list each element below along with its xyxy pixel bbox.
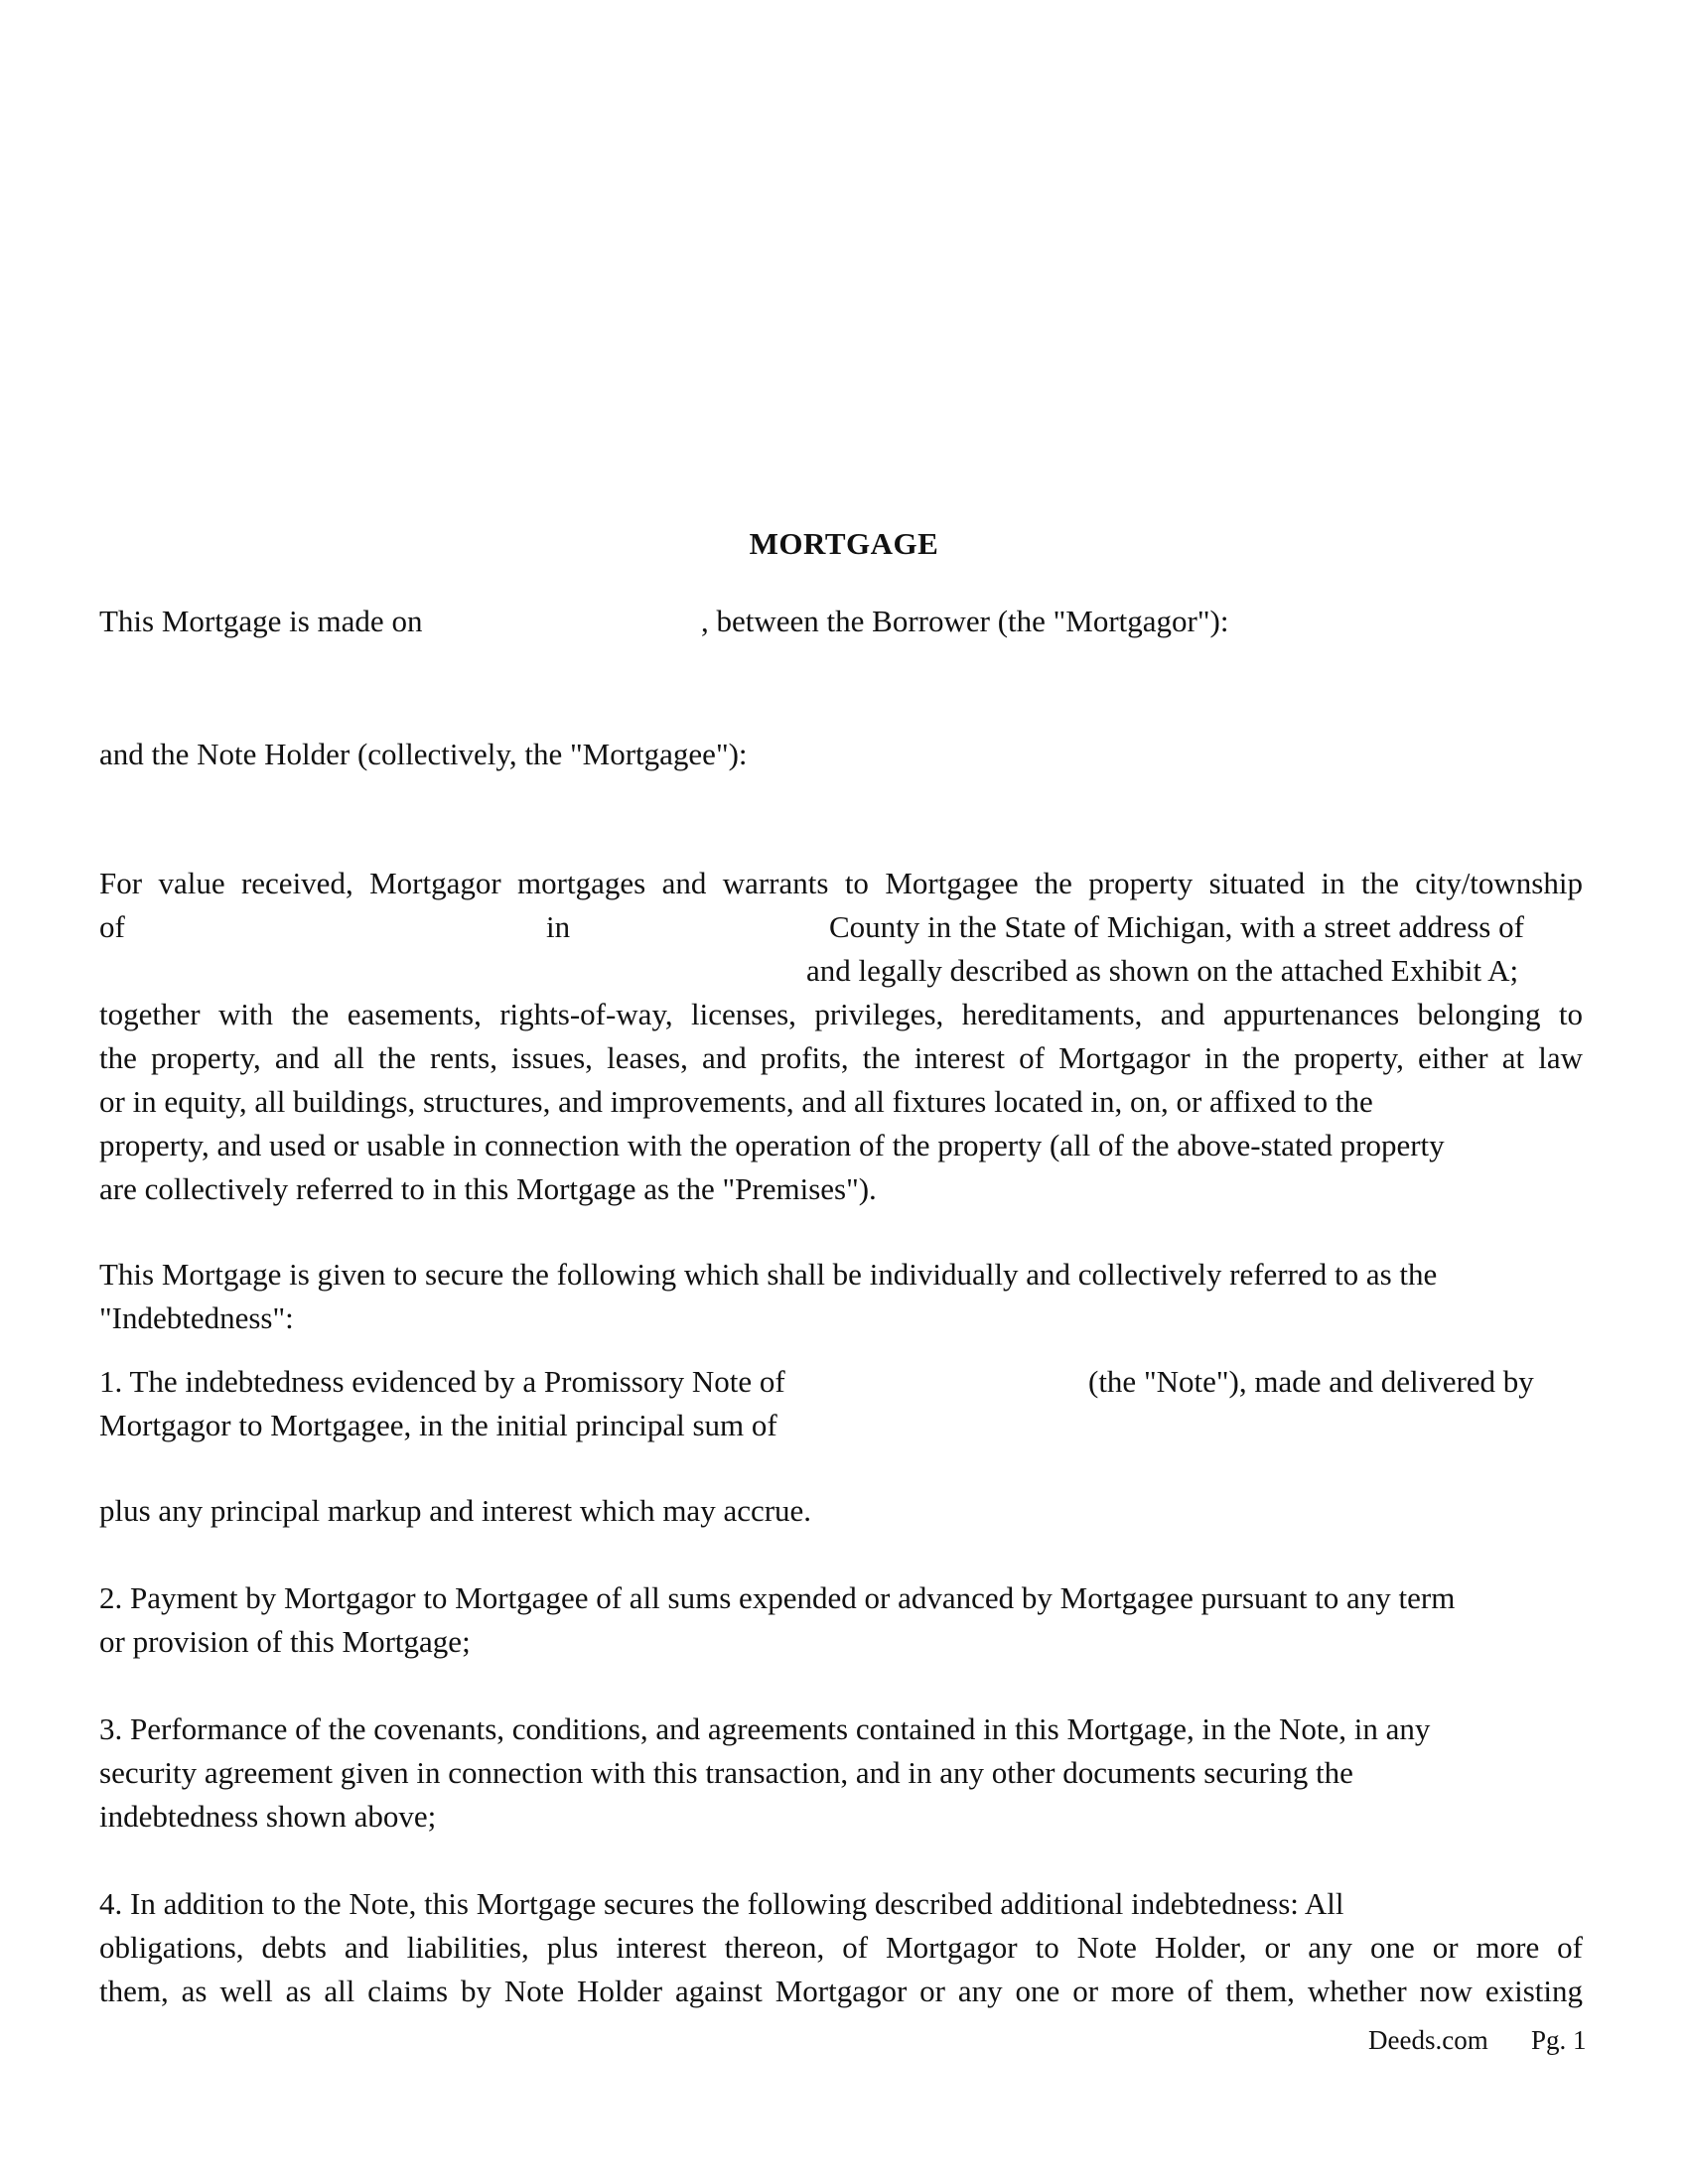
item3-line-1: 3. Performance of the covenants, conditions, and agreements contained in this Mortgage, in the Note, in any: [99, 1711, 1431, 1746]
item1-text-end: (the "Note"), made and delivered by: [1088, 1364, 1534, 1399]
property-line-1: For value received, Mortgagor mortgages and warrants to Mortgagee the property situated in the city/township: [99, 866, 1583, 900]
item2-line-1: 2. Payment by Mortgagor to Mortgagee of all sums expended or advanced by Mortgagee pursuant to any term: [99, 1580, 1456, 1615]
item3-line-2: security agreement given in connection with this transaction, and in any other documents securing the: [99, 1755, 1353, 1790]
footer-page-number: Pg. 1: [1531, 2025, 1587, 2055]
item1-line-3: plus any principal markup and interest which may accrue.: [99, 1493, 812, 1528]
property-line-8: are collectively referred to in this Mortgage as the "Premises").: [99, 1171, 877, 1206]
property-line-5: the property, and all the rents, issues, leases, and profits, the interest of Mortgagor in the property, either at law: [99, 1040, 1583, 1075]
property-line-6: or in equity, all buildings, structures, and improvements, and all fixtures located in, on, or affixed to the: [99, 1084, 1373, 1119]
property-of-label: of: [99, 909, 125, 944]
note-holder-line: and the Note Holder (collectively, the "Mortgagee"):: [99, 737, 748, 771]
document-title: MORTGAGE: [749, 526, 939, 561]
property-exhibit-text: and legally described as shown on the attached Exhibit A;: [806, 953, 1519, 988]
intro-text-end: , between the Borrower (the "Mortgagor"):: [701, 604, 1229, 638]
item4-line-1: 4. In addition to the Note, this Mortgage secures the following described additional indebtedness: All: [99, 1886, 1344, 1921]
intro-text-start: This Mortgage is made on: [99, 604, 423, 638]
item3-line-3: indebtedness shown above;: [99, 1799, 437, 1834]
indebtedness-line-2: "Indebtedness":: [99, 1300, 294, 1335]
property-line-7: property, and used or usable in connection with the operation of the property (all of the above-stated property: [99, 1128, 1445, 1162]
footer-source: Deeds.com: [1368, 2025, 1488, 2055]
property-county-text: County in the State of Michigan, with a street address of: [829, 909, 1524, 944]
item4-line-3: them, as well as all claims by Note Holder against Mortgagor or any one or more of them, whether now existing: [99, 1974, 1583, 2008]
property-in-label: in: [546, 909, 571, 944]
item1-line-2: Mortgagor to Mortgagee, in the initial principal sum of: [99, 1408, 777, 1442]
item2-line-2: or provision of this Mortgage;: [99, 1624, 471, 1659]
item1-text-start: 1. The indebtedness evidenced by a Promissory Note of: [99, 1364, 785, 1399]
indebtedness-line-1: This Mortgage is given to secure the following which shall be individually and collectively referred to as the: [99, 1257, 1438, 1292]
property-line-4: together with the easements, rights-of-way, licenses, privileges, hereditaments, and appurtenances belonging to: [99, 997, 1583, 1031]
item4-line-2: obligations, debts and liabilities, plus interest thereon, of Mortgagor to Note Holder, or any one or more of: [99, 1930, 1583, 1965]
